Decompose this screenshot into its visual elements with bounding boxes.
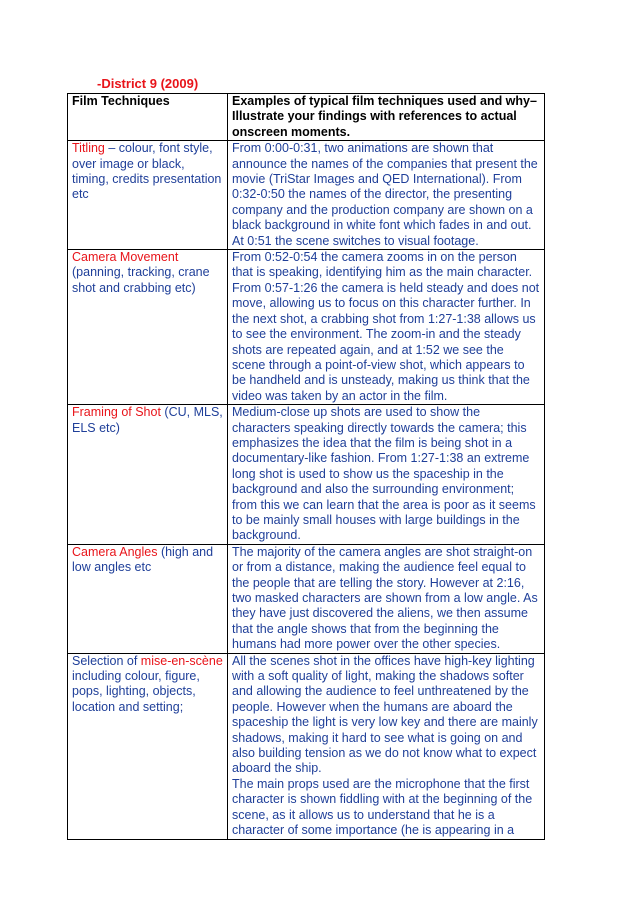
example-paragraph: All the scenes shot in the offices have high-key lighting with a soft quality of light, making the shadows softer and allowing the audience to feel unthreatened by the people. However when the humans are aboard the spaceship the light is very low key and there are mainly shadows, making it hard to see what is going on and also building tension as we do not know what to expect aboard the ship. [232, 653, 538, 776]
technique-description: (panning, tracking, crane shot and crabbing etc) [72, 265, 210, 295]
example-cell [228, 141, 545, 250]
table-row-titling [68, 141, 545, 250]
example-cell [228, 405, 545, 545]
technique-term: mise-en-scène [140, 653, 223, 668]
film-techniques-table [67, 93, 545, 840]
example-cell [228, 653, 545, 839]
technique-cell [68, 405, 228, 545]
table-row-mise-en-scene [68, 653, 545, 839]
example-paragraph: The main props used are the microphone that the first character is shown fiddling with at the beginning of the scene, as it allows us to understand that he is a character of some importance (he is appearing in a [232, 776, 533, 838]
example-cell [228, 544, 545, 653]
technique-cell [68, 653, 228, 839]
example-cell [228, 250, 545, 405]
example-paragraph: Medium-close up shots are used to show the characters speaking directly towards the camera; this emphasizes the idea that the film is being shot in a documentary-like fashion. From 1:27-1:38 an extreme long shot is used to show us the spaceship in the background and also the surrounding environment; from this we can learn that the area is poor as it seems to be mainly small houses with large buildings in the background. [232, 405, 536, 543]
technique-cell [68, 250, 228, 405]
table-row-camera-movement [68, 250, 545, 405]
technique-description: including colour, figure, pops, lighting, objects, location and setting; [72, 669, 200, 714]
technique-term: Camera Angles [72, 544, 158, 559]
technique-description: (CU, MLS, ELS etc) [72, 405, 223, 435]
technique-cell [68, 141, 228, 250]
technique-term: Titling [72, 141, 105, 156]
example-paragraph: From 0:52-0:54 the camera zooms in on the person that is speaking, identifying him as the main character. From 0:57-1:26 the camera is held steady and does not move, allowing us to focus on this character further. In the next shot, a crabbing shot from 1:27-1:38 allows us to see the environment. The zoom-in and the steady shots are repeated again, and at 1:52 we see the scene through a point-of-view shot, which appears to be handheld and is unsteady, making us think that the video was taken by an actor in the film. [232, 250, 540, 403]
table-row-framing-of-shot [68, 405, 545, 545]
document-title: -District 9 (2009) [97, 76, 199, 91]
header-film-techniques: Film Techniques [68, 94, 228, 141]
example-paragraph: From 0:00-0:31, two animations are shown that announce the names of the companies that present the movie (TriStar Images and QED International). From 0:32-0:50 the names of the director, the presenting company and the production company are shown on a black background in white font which fades in and out. At 0:51 the scene switches to visual footage. [232, 141, 538, 248]
technique-term: Framing of Shot [72, 405, 161, 420]
header-examples: Examples of typical film techniques used and why– Illustrate your findings with references to actual onscreen moments. [228, 94, 545, 141]
example-paragraph: The majority of the camera angles are shot straight-on or from a distance, making the audience feel equal to the people that are telling the story. However at 2:16, two masked characters are shown from a low angle. As they have just discovered the aliens, we then assume that the angle shows that from the beginning the humans had more power over the other species. [232, 544, 538, 652]
technique-description: – colour, font style, over image or black, timing, credits presentation etc [72, 141, 222, 202]
technique-prefix: Selection of [72, 653, 141, 668]
technique-cell [68, 544, 228, 653]
technique-description: (high and low angles etc [72, 544, 214, 575]
technique-term: Camera Movement [72, 250, 179, 265]
table-row-camera-angles [68, 544, 545, 653]
table-header-row [68, 94, 545, 141]
